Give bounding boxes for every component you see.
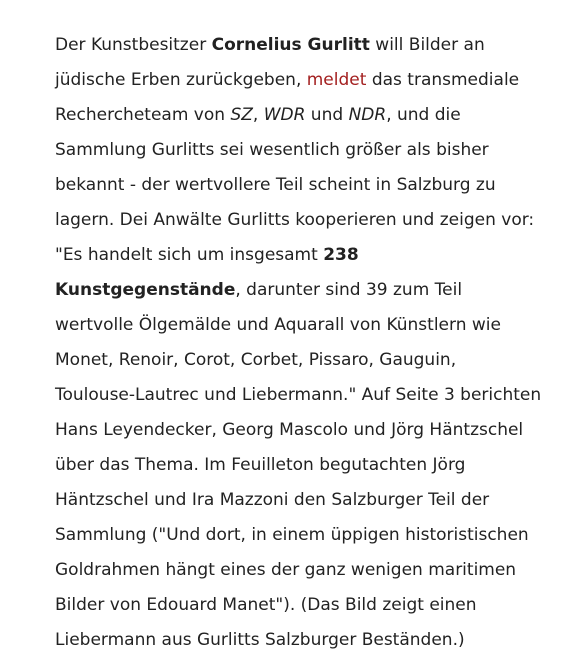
text-line: [55, 203, 575, 238]
person-name-bold: Cornelius Gurlitt: [211, 35, 370, 55]
text-line: [55, 448, 575, 483]
text-run: Liebermann aus Gurlitts Salzburger Beständen.): [55, 630, 465, 650]
text-line: [55, 623, 575, 658]
text-line: [55, 98, 575, 133]
text-run: Goldrahmen hängt eines der ganz wenigen maritimen: [55, 560, 517, 580]
text-run: "Es handelt sich um insgesamt: [55, 245, 324, 265]
text-run: das transmediale: [366, 70, 520, 90]
text-run: Der Kunstbesitzer: [55, 35, 212, 55]
text-run: jüdische Erben zurückgeben,: [55, 70, 307, 90]
text-line: [55, 483, 575, 518]
text-run: , darunter sind 39 zum Teil: [235, 280, 463, 300]
text-line: [55, 553, 575, 588]
text-run: ,: [252, 105, 264, 125]
text-run: Häntzschel und Ira Mazzoni den Salzburger Teil der: [55, 490, 490, 510]
text-line: [55, 63, 575, 98]
text-line: [55, 413, 575, 448]
text-run: Sammlung ("Und dort, in einem üppigen historistischen: [55, 525, 529, 545]
text-run: Toulouse-Lautrec und Liebermann." Auf Seite 3 berichten: [55, 385, 542, 405]
text-line: [55, 168, 575, 203]
article-paragraph: [55, 28, 575, 658]
text-run: Bilder von Edouard Manet"). (Das Bild zeigt einen: [55, 595, 477, 615]
text-line: [55, 588, 575, 623]
outlet-ndr: NDR: [348, 105, 387, 125]
text-run: bekannt - der wertvollere Teil scheint in Salzburg zu: [55, 175, 496, 195]
text-run: Hans Leyendecker, Georg Mascolo und Jörg Häntzschel: [55, 420, 524, 440]
meldet-link[interactable]: meldet: [306, 70, 367, 90]
text-run: Sammlung Gurlitts sei wesentlich größer als bisher: [55, 140, 489, 160]
text-run: , und die: [386, 105, 461, 125]
text-line: [55, 343, 575, 378]
outlet-wdr: WDR: [263, 105, 306, 125]
text-run: Monet, Renoir, Corot, Corbet, Pissaro, Gauguin,: [55, 350, 457, 370]
text-line: [55, 133, 575, 168]
text-line: [55, 238, 575, 273]
text-run: und: [305, 105, 349, 125]
term-bold: Kunstgegenstände: [55, 280, 236, 300]
count-bold: 238: [323, 245, 359, 265]
text-line: [55, 308, 575, 343]
text-run: Rechercheteam von: [55, 105, 231, 125]
text-line: [55, 273, 575, 308]
text-line: [55, 28, 575, 63]
text-line: [55, 378, 575, 413]
text-run: über das Thema. Im Feuilleton begutachten Jörg: [55, 455, 466, 475]
text-run: will Bilder an: [369, 35, 485, 55]
text-line: [55, 518, 575, 553]
text-run: lagern. Dei Anwälte Gurlitts kooperieren und zeigen vor:: [55, 210, 535, 230]
outlet-sz: SZ: [230, 105, 253, 125]
text-run: wertvolle Ölgemälde und Aquarall von Künstlern wie: [55, 315, 501, 335]
